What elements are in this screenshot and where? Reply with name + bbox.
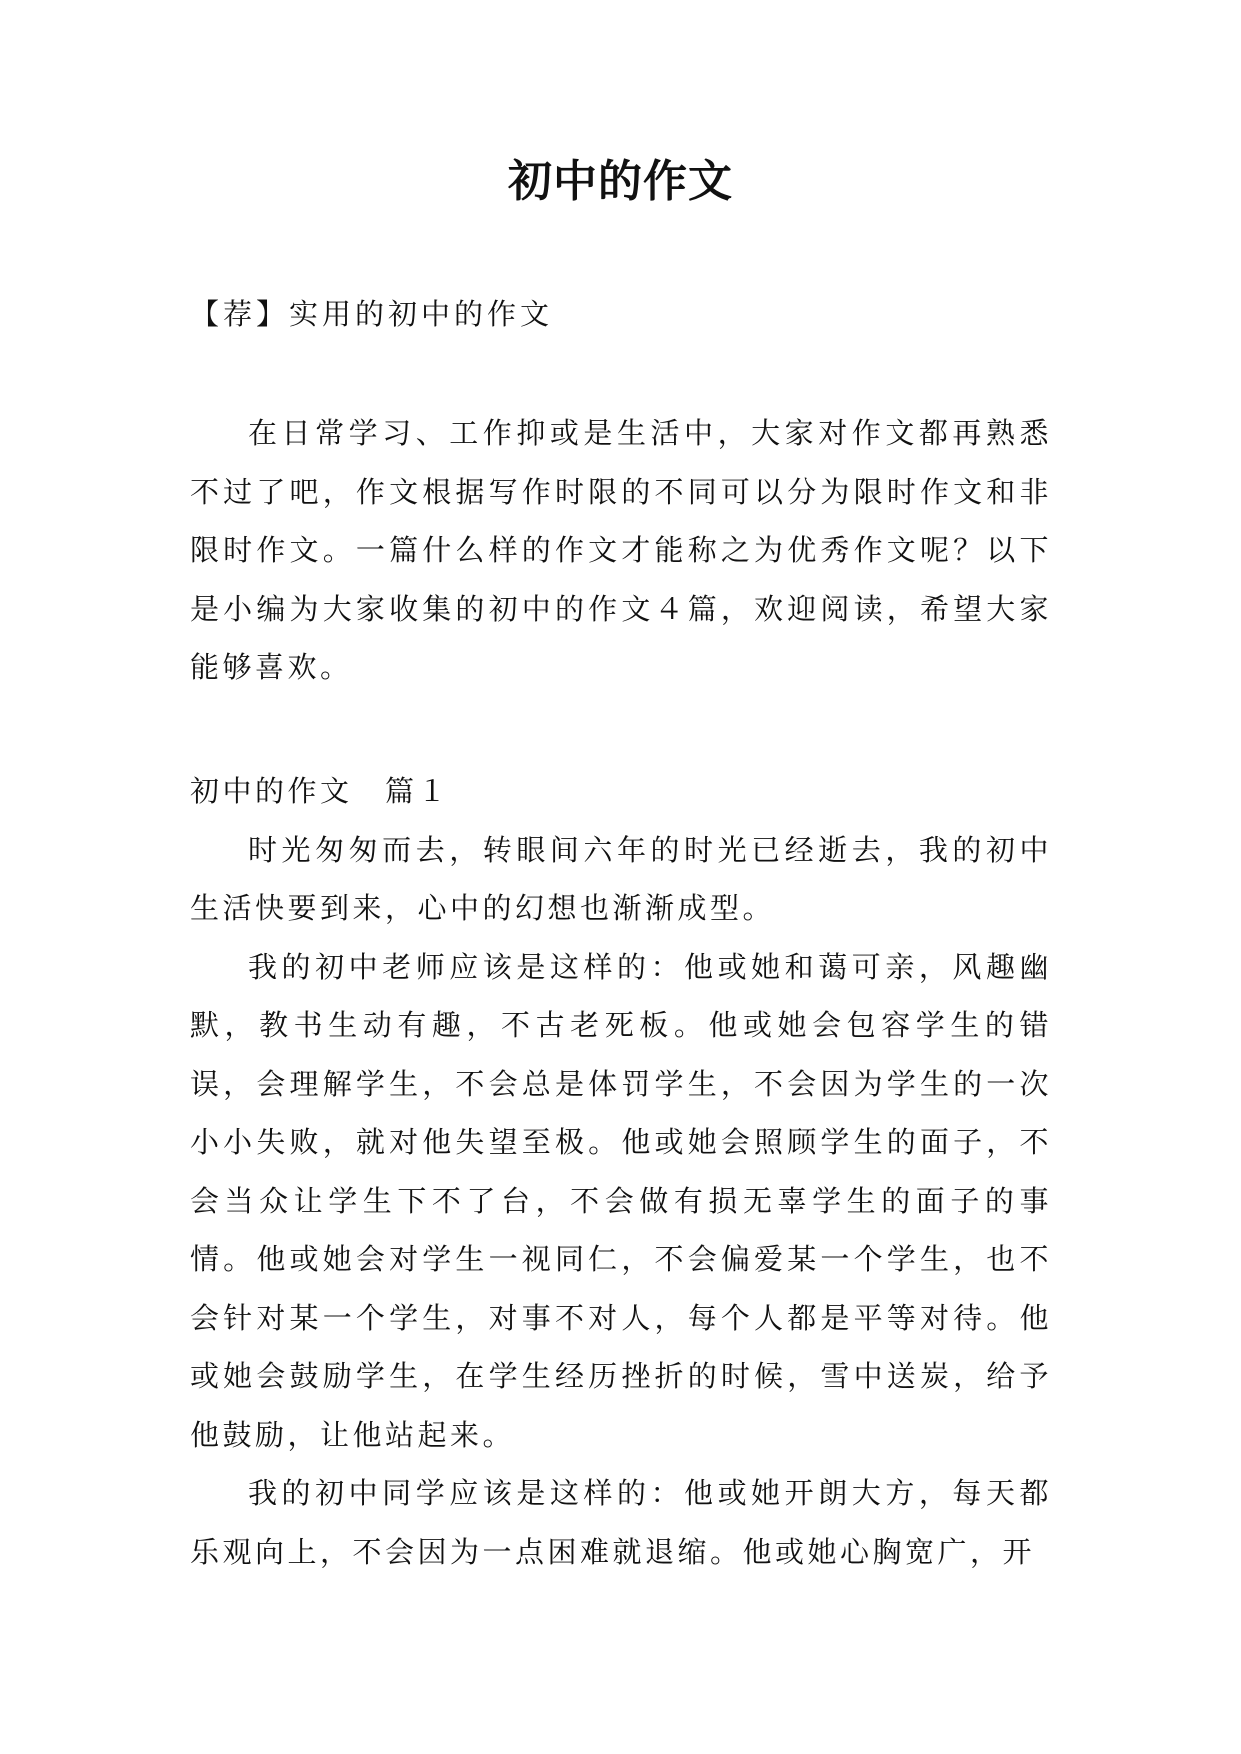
section-heading: 初中的作文 篇１ — [190, 774, 451, 808]
essay-paragraph: 时光匆匆而去，转眼间六年的时光已经逝去，我的初中生活快要到来，心中的幻想也渐渐成型。 — [190, 832, 1052, 925]
intro-paragraph: 在日常学习、工作抑或是生活中，大家对作文都再熟悉不过了吧，作文根据写作时限的不同可以分为限时作文和非限时作文。一篇什么样的作文才能称之为优秀作文呢？以下是小编为大家收集的初中的作文４篇，欢迎阅读，希望大家能够喜欢。 — [190, 416, 1052, 684]
page-title: 初中的作文 — [508, 156, 733, 207]
document-subtitle: 【荐】实用的初中的作文 — [190, 297, 554, 331]
essay-paragraph: 我的初中老师应该是这样的：他或她和蔼可亲，风趣幽默，教书生动有趣，不古老死板。他或她会包容学生的错误，会理解学生，不会总是体罚学生，不会因为学生的一次小小失败，就对他失望至极。他或她会照顾学生的面子，不会当众让学生下不了台，不会做有损无辜学生的面子的事情。他或她会对学生一视同仁，不会偏爱某一个学生，也不会针对某一个学生，对事不对人，每个人都是平等对待。他或她会鼓励学生，在学生经历挫折的时候，雪中送炭，给予他鼓励，让他站起来。 — [190, 949, 1052, 1452]
essay-section — [190, 762, 1052, 1581]
essay-paragraph: 我的初中同学应该是这样的：他或她开朗大方，每天都乐观向上，不会因为一点困难就退缩。他或她心胸宽广，开 — [190, 1476, 1052, 1569]
